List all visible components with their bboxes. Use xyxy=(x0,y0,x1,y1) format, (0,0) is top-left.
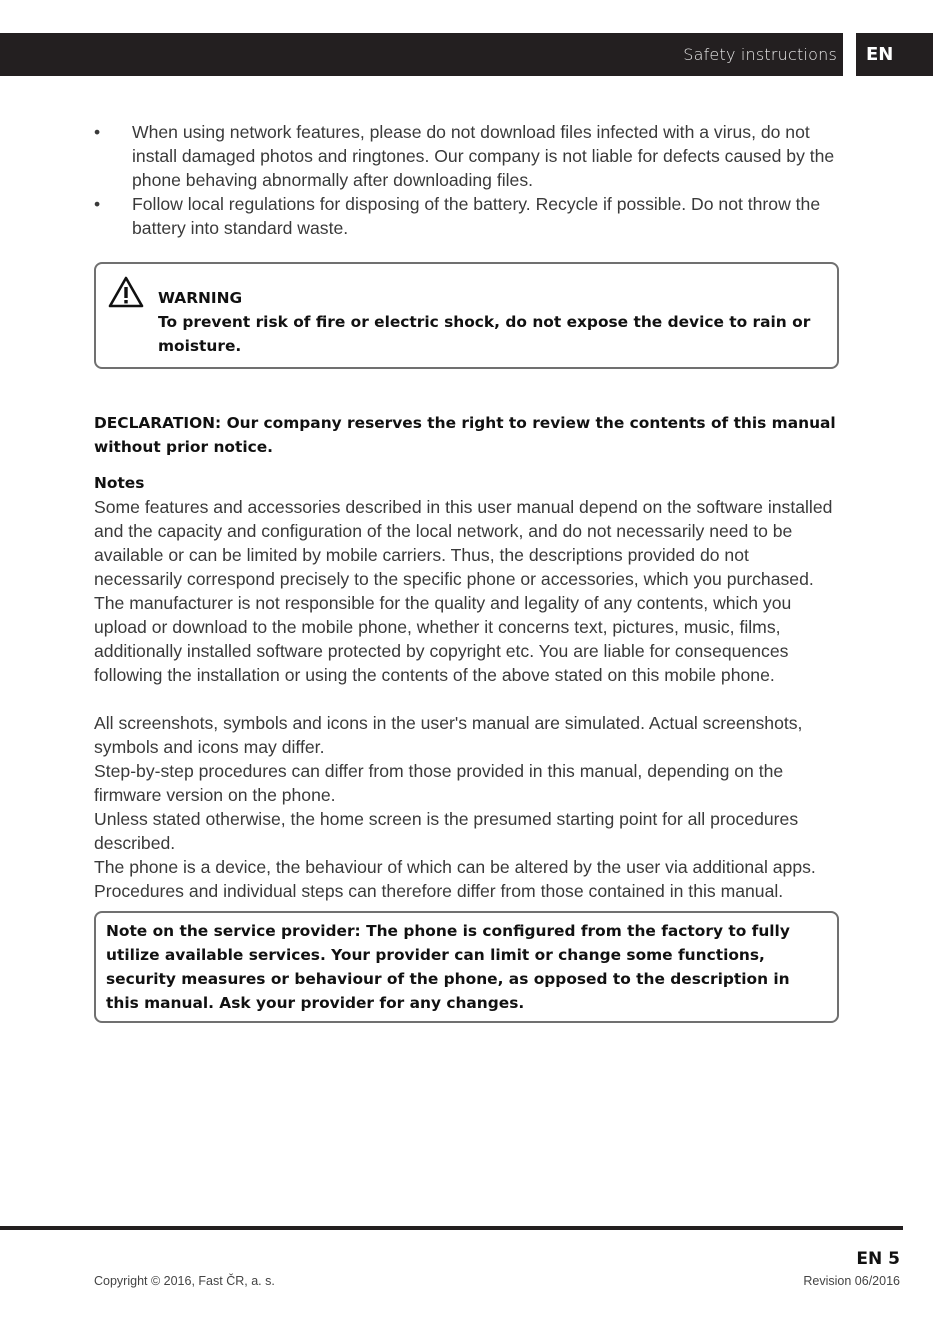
bullet-text: When using network features, please do not download files infected with a virus, do not install damaged photos and ringtones. Our company is not liable for defects caused by the phone behaving abnormally after downloading files. xyxy=(132,122,835,190)
warning-text: To prevent risk of fire or electric shock, do not expose the device to rain or moisture. xyxy=(158,313,811,355)
safety-bullet-list xyxy=(94,120,839,240)
declaration: DECLARATION: Our company reserves the right to review the contents of this manual without prior notice. xyxy=(94,414,836,456)
notes-heading: Notes xyxy=(94,474,145,492)
notes-paragraph: Some features and accessories described in this user manual depend on the software installed and the capacity and configuration of the local network, and do not necessarily need to be available or can be limited by mobile carriers. Thus, the descriptions provided do not necessarily correspond precisely to the specific phone or accessories, which you purchased. The manufacturer is not responsible for the quality and legality of any contents, which you upload or download to the mobile phone, whether it concerns text, pictures, music, films, additionally installed software protected by copyright etc. You are liable for consequences following the installation or using the contents of the above stated on this mobile phone. xyxy=(94,497,833,685)
bullet-icon: • xyxy=(94,194,101,214)
revision: Revision 06/2016 xyxy=(803,1274,900,1288)
notes-paragraph: Step-by-step procedures can differ from those provided in this manual, depending on the firmware version on the phone. xyxy=(94,761,784,805)
provider-note-text: Note on the service provider: The phone is configured from the factory to fully utilize available services. Your provider can limit or change some functions, security measures or behaviour of the phone, as opposed to the description in this manual. Ask your provider for any changes. xyxy=(106,922,790,1012)
copyright: Copyright © 2016, Fast ČR, a. s. xyxy=(94,1274,275,1288)
warning-title: WARNING xyxy=(158,289,243,307)
page-number: EN 5 xyxy=(856,1249,900,1269)
list-item xyxy=(94,192,839,240)
notes-paragraph: The phone is a device, the behaviour of which can be altered by the user via additional apps. Procedures and individual steps can therefore differ from those contained in this manual. xyxy=(94,857,816,901)
notes-paragraph: All screenshots, symbols and icons in the user's manual are simulated. Actual screenshots, symbols and icons may differ. xyxy=(94,713,803,757)
provider-note-box xyxy=(94,911,839,1023)
page-content xyxy=(94,120,839,1023)
footer-rule xyxy=(0,1226,903,1230)
list-item xyxy=(94,120,839,192)
section-title: Safety instructions xyxy=(683,45,837,64)
warning-triangle-icon xyxy=(108,276,144,312)
language-tab: EN xyxy=(856,33,933,76)
warning-box xyxy=(94,262,839,369)
notes-paragraph: Unless stated otherwise, the home screen is the presumed starting point for all procedures described. xyxy=(94,809,799,853)
bullet-icon: • xyxy=(94,122,101,142)
bullet-text: Follow local regulations for disposing of the battery. Recycle if possible. Do not throw the battery into standard waste. xyxy=(132,194,821,238)
